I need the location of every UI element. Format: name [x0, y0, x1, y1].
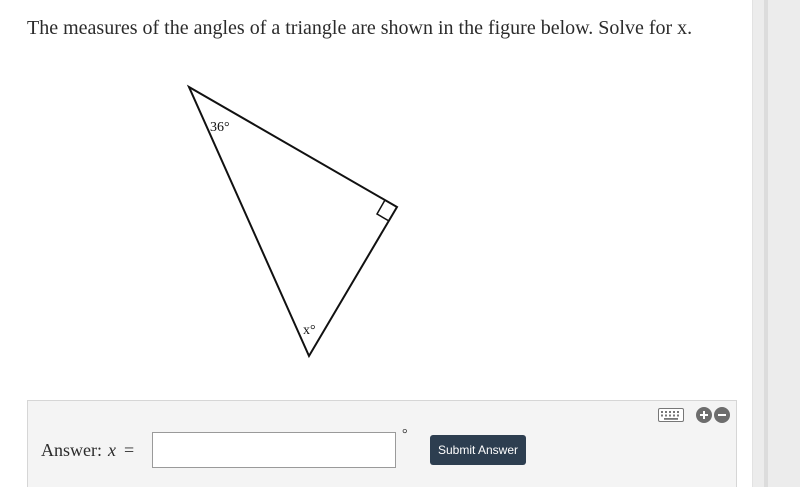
- answer-box: [27, 400, 737, 487]
- scrollbar-edge: [764, 0, 768, 487]
- angle-bottom-label: x°: [303, 323, 316, 338]
- right-angle-marker: [377, 200, 389, 221]
- scrollbar-track[interactable]: [752, 0, 800, 487]
- keyboard-icon[interactable]: [658, 408, 684, 422]
- answer-toolbar: [658, 406, 730, 424]
- answer-variable: x: [108, 440, 116, 460]
- degree-unit: °: [402, 427, 408, 442]
- add-icon[interactable]: [696, 407, 712, 423]
- submit-answer-button[interactable]: Submit Answer: [430, 435, 526, 465]
- answer-input[interactable]: [152, 432, 396, 468]
- answer-label-text: Answer:: [41, 440, 102, 460]
- angle-top-label: 36°: [210, 120, 230, 135]
- answer-label: [41, 438, 134, 462]
- answer-equals: =: [124, 440, 135, 460]
- question-text: The measures of the angles of a triangle are shown in the figure below. Solve for x.: [27, 17, 693, 39]
- remove-icon[interactable]: [714, 407, 730, 423]
